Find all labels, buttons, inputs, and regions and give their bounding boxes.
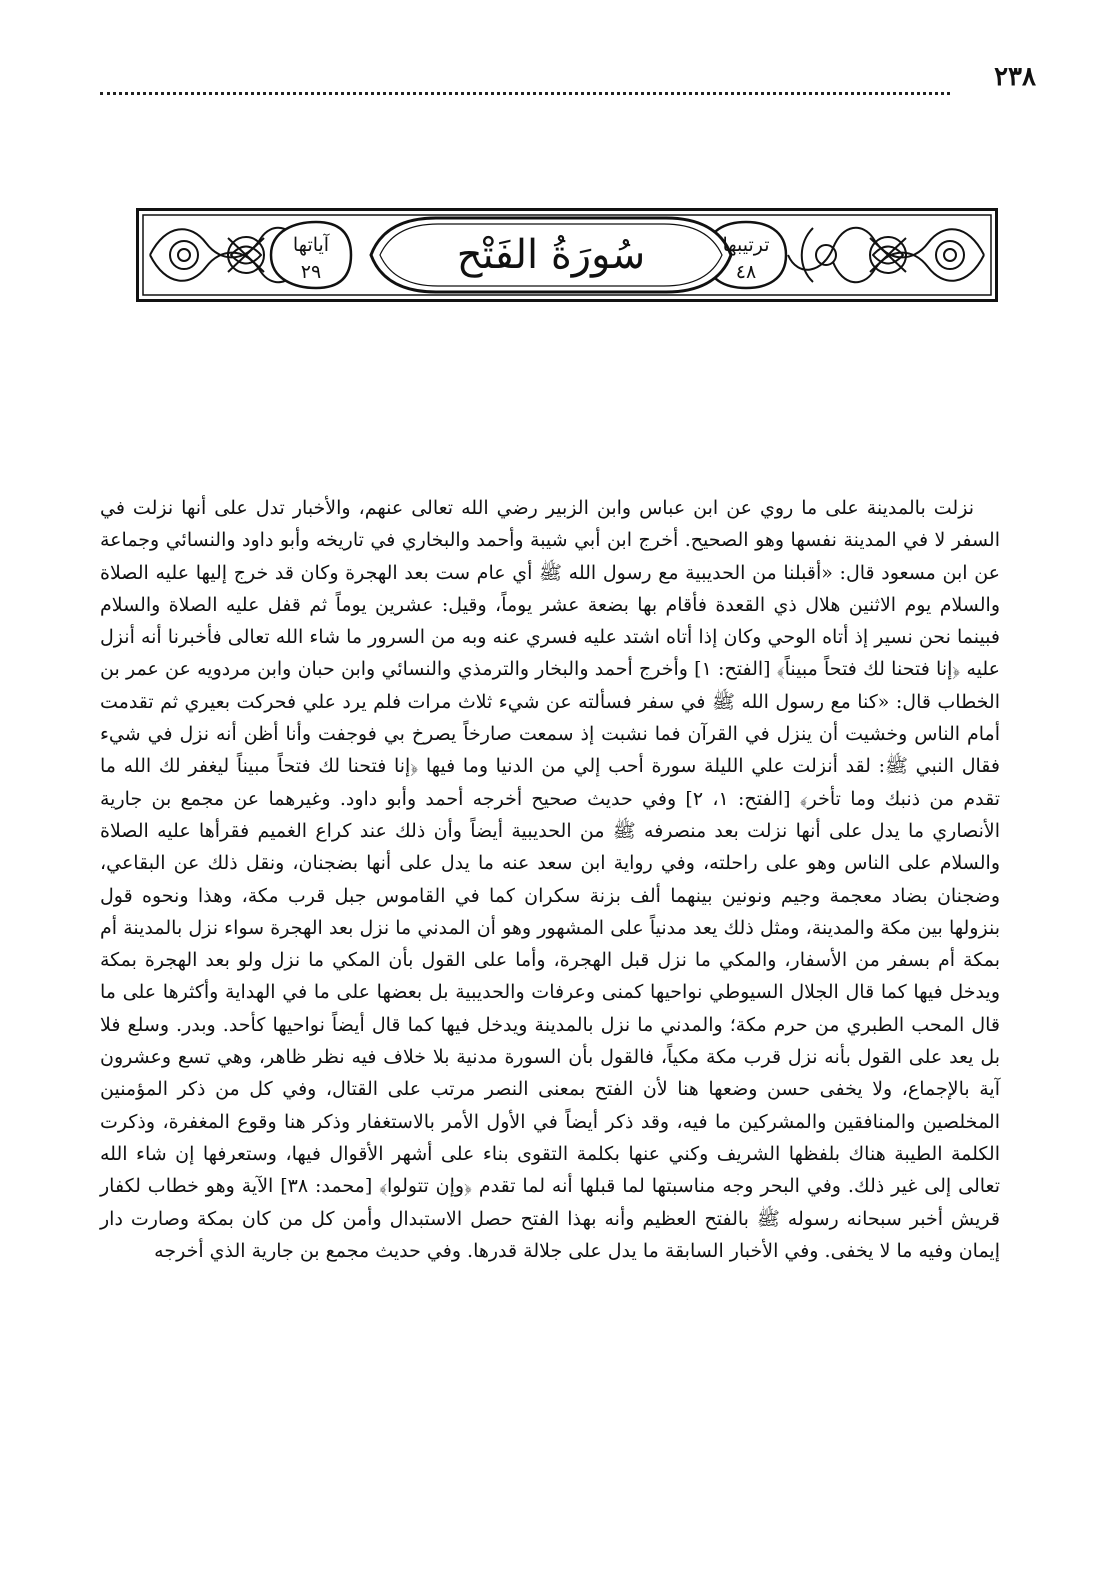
right-arabesque-ornament xyxy=(788,228,984,282)
verses-label: آياتها xyxy=(292,234,330,256)
page-number: ٢٣٨ xyxy=(994,62,1036,92)
surah-banner xyxy=(136,208,998,302)
order-number: ٤٨ xyxy=(735,261,757,283)
verses-number: ٢٩ xyxy=(300,261,322,283)
surah-title: سُورَةُ الفَتْح xyxy=(456,232,646,278)
order-label: ترتيبها xyxy=(722,234,770,256)
body-paragraph: نزلت بالمدينة على ما روي عن ابن عباس وابن الزبير رضي الله تعالى عنهم، والأخبار تدل على أنها نزلت في السفر لا في المدينة نفسها وهو الصحيح. أخرج ابن أبي شيبة وأحمد والبخاري في تاريخه وأبو داود والنسائي وجماعة عن ابن مسعود قال: «أقبلنا من الحديبية مع رسول الله ﷺ أي عام ست بعد الهجرة وكان قد خرج إليها عليه الصلاة والسلام يوم الاثنين هلال ذي القعدة فأقام بها بضعة عشر يوماً، وقيل: عشرين يوماً ثم قفل عليه الصلاة والسلام فبينما نحن نسير إذ أتاه الوحي وكان إذا أتاه اشتد عليه فسري عنه وبه من السرور ما شاء الله تعالى فأخبرنا أنه أنزل عليه ﴿إنا فتحنا لك فتحاً مبيناً﴾ [الفتح: ١] وأخرج أحمد والبخار والترمذي والنسائي وابن حبان وابن مردويه عن عمر بن الخطاب قال: «كنا مع رسول الله ﷺ في سفر فسألته عن شيء ثلاث مرات فلم يرد علي فحركت بعيري ثم تقدمت أمام الناس وخشيت أن ينزل في القرآن فما نشبت إذ سمعت صارخاً يصرخ بي فوجفت وأنا أظن أنه نزل في شيء فقال النبي ﷺ: لقد أنزلت علي الليلة سورة أحب إلي من الدنيا وما فيها ﴿إنا فتحنا لك فتحاً مبيناً ليغفر لك الله ما تقدم من ذنبك وما تأخر﴾ [الفتح: ١، ٢] وفي حديث صحيح أخرجه أحمد وأبو داود. وغيرهما عن مجمع بن جارية الأنصاري ما يدل على أنها نزلت بعد منصرفه ﷺ من الحديبية أيضاً وأن ذلك عند كراع الغميم فقرأها عليه الصلاة والسلام على الناس وهو على راحلته، وفي رواية ابن سعد عنه ما يدل على أنها بضجنان، ونقل ذلك عن البقاعي، وضجنان بضاد معجمة وجيم ونونين بينهما ألف بزنة سكران كما في القاموس جبل قرب مكة، وهذا ونحوه قول بنزولها بين مكة والمدينة، ومثل ذلك يعد مدنياً على المشهور وهو أن المدني ما نزل بعد الهجرة سواء نزل بالمدينة أم بمكة أم بسفر من الأسفار، والمكي ما نزل قبل الهجرة، وأما على القول بأن المكي ما نزل ولو بعد الهجرة بمكة ويدخل فيها كما قال الجلال السيوطي نواحيها كمنى وعرفات والحديبية بل بعضها على ما في الهداية وأكثرها على ما قال المحب الطبري من حرم مكة؛ والمدني ما نزل بالمدينة ويدخل فيها كما قال أيضاً نواحيها كأحد. وبدر. وسلع فلا بل يعد على القول بأنه نزل قرب مكة مكياً، فالقول بأن السورة مدنية بلا خلاف فيه نظر ظاهر، وهي تسع وعشرون آية بالإجماع، ولا يخفى حسن وضعها هنا لأن الفتح بمعنى النصر مرتب على القتال، وفي كل من ذكر المؤمنين المخلصين والمنافقين والمشركين ما فيه، وقد ذكر أيضاً في الأول الأمر بالاستغفار وذكر هنا وقوع المغفرة، وذكرت الكلمة الطيبة هناك بلفظها الشريف وكني عنها بكلمة التقوى بناء على أشهر الأقوال فيها، وستعرفها إن شاء الله تعالى إلى غير ذلك. وفي البحر وجه مناسبتها لما قبلها أنه لما تقدم ﴿وإن تتولوا﴾ [محمد: ٣٨] الآية وهو خطاب لكفار قريش أخبر سبحانه رسوله ﷺ بالفتح العظيم وأنه بهذا الفتح حصل الاستبدال وأمن كل من كان بمكة وصارت دار إيمان وفيه ما لا يخفى. وفي الأخبار السابقة ما يدل على جلالة قدرها. وفي حديث مجمع بن جارية الذي أخرجه xyxy=(100,497,1001,1262)
body-text xyxy=(100,492,1000,1267)
header-dotted-rule xyxy=(100,92,950,95)
